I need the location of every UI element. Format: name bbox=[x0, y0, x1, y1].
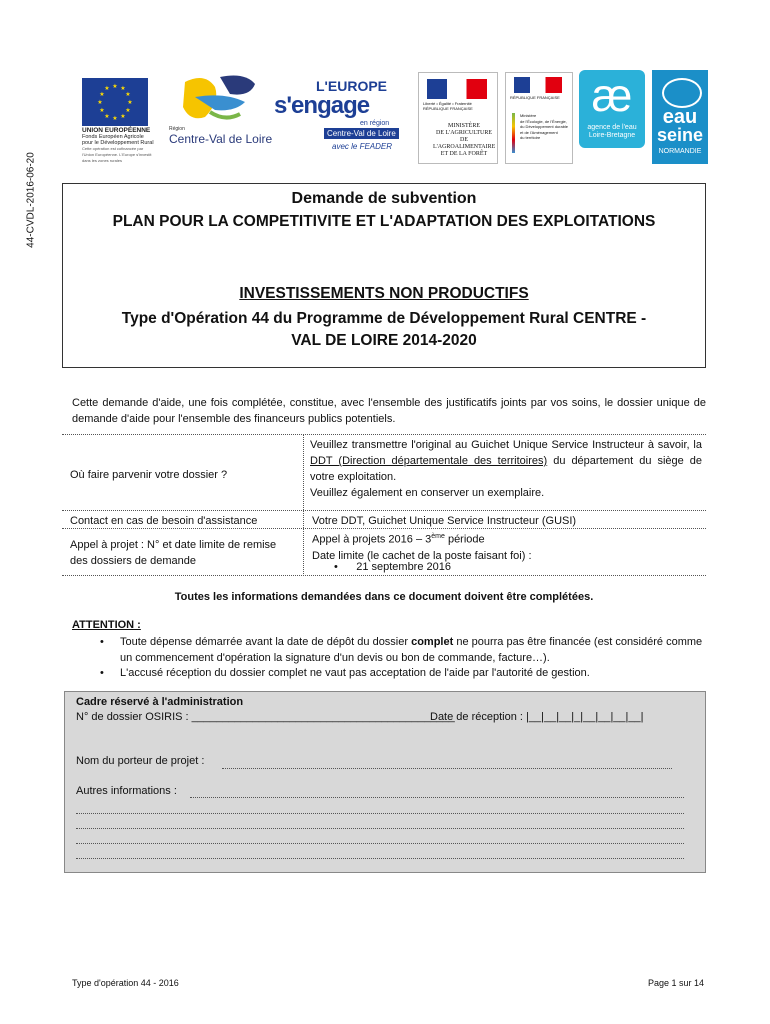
completion-note: Toutes les informations demandées dans ce document doivent être complétées. bbox=[174, 591, 594, 603]
table-value-call: Appel à projets 2016 – 3ème période Date limite (le cachet de la poste faisant foi) : bbox=[312, 533, 532, 562]
deadline-item: • 21 septembre 2016 bbox=[334, 561, 451, 573]
svg-text:★: ★ bbox=[99, 92, 105, 98]
project-holder-label: Nom du porteur de projet : bbox=[76, 755, 205, 767]
table-label-call: Appel à projet : N° et date limite de remise des dossiers de demande bbox=[70, 539, 277, 567]
table-value-destination: Veuillez transmettre l'original au Guichet Unique Service Instructeur à savoir, la DDT (Direction départementale des territoires) du département du siège de votre exploitation. Veuillez également en conserver un exemplaire. bbox=[310, 439, 702, 499]
europe-s-engage-logo: L'EUROPE s'engage en région Centre-Val de Loire avec le FEADER bbox=[272, 74, 402, 159]
svg-text:★: ★ bbox=[120, 86, 126, 92]
other-info-line bbox=[190, 797, 684, 798]
table-row-divider bbox=[62, 510, 706, 511]
eu-flag-logo bbox=[82, 78, 148, 126]
attention-item: • L'accusé réception du dossier complet ne vaut pas acceptation de l'aide par l'autorité de gestion. bbox=[100, 667, 590, 679]
svg-text:★: ★ bbox=[97, 100, 103, 106]
table-value-contact: Votre DDT, Guichet Unique Service Instructeur (GUSI) bbox=[312, 515, 577, 527]
table-label-contact: Contact en cas de besoin d'assistance bbox=[70, 515, 258, 527]
admin-title: Cadre réservé à l'administration bbox=[76, 696, 244, 708]
attention-title: ATTENTION : bbox=[72, 619, 141, 631]
svg-text:★: ★ bbox=[125, 108, 131, 114]
operation-heading: INVESTISSEMENTS NON PRODUCTIFS bbox=[239, 285, 529, 302]
osiris-number-field: N° de dossier OSIRIS : ___________________________________________ bbox=[76, 711, 455, 723]
document-subtitle: PLAN POUR LA COMPETITIVITE ET L'ADAPTATION DES EXPLOITATIONS bbox=[112, 213, 656, 230]
other-info-line bbox=[76, 813, 684, 814]
ministere-ecologie-logo: RÉPUBLIQUE FRANÇAISE Ministère de l'Écologie, de l'Énergie, du Développement durable et de l'Aménagement du territoire bbox=[505, 72, 573, 164]
ministere-agriculture-logo: Liberté • Égalité • Fraternité RÉPUBLIQUE FRANÇAISE MINISTÈRE DE L'AGRICULTURE DE L'AGROALIMENTAIRE ET DE LA FORÊT bbox=[418, 72, 498, 164]
other-info-line bbox=[76, 843, 684, 844]
project-holder-line bbox=[222, 768, 672, 769]
svg-text:★: ★ bbox=[104, 114, 110, 120]
table-label-destination: Où faire parvenir votre dossier ? bbox=[70, 469, 228, 481]
footer-left: Type d'opération 44 - 2016 bbox=[72, 978, 179, 988]
svg-text:★: ★ bbox=[99, 108, 105, 114]
svg-text:★: ★ bbox=[120, 114, 126, 120]
intro-paragraph: Cette demande d'aide, une fois complétée, constitue, avec l'ensemble des justificatifs joints par vos soins, le dossier unique de demande d'aide pour l'ensemble des financeurs publics potentiels. bbox=[72, 397, 706, 425]
ddt-link: DDT (Direction départementale des territoires) bbox=[310, 455, 548, 467]
attention-item: • Toute dépense démarrée avant la date de dépôt du dossier complet ne pourra pas être financée (est considéré comme un commencement d'opération la signature d'un devis ou bon de commande, facture…). bbox=[100, 636, 703, 664]
operation-type: Type d'Opération 44 du Programme de Développement Rural CENTRE - VAL DE LOIRE 2014-2020 bbox=[121, 310, 647, 349]
other-info-line bbox=[76, 828, 684, 829]
region-centre-val-de-loire-logo: Région Centre-Val de Loire bbox=[165, 72, 265, 162]
svg-text:★: ★ bbox=[112, 116, 118, 122]
other-info-label: Autres informations : bbox=[76, 785, 177, 797]
table-divider bbox=[303, 434, 304, 576]
svg-text:★: ★ bbox=[112, 84, 118, 90]
svg-text:★: ★ bbox=[125, 92, 131, 98]
reception-date-field: Date de réception : |__|__|__|_|__|__|__|__| bbox=[430, 711, 644, 723]
document-code: 44-CVDL-2016-06-20 bbox=[25, 152, 37, 248]
other-info-line bbox=[76, 858, 684, 859]
svg-text:★: ★ bbox=[127, 100, 133, 106]
document-title: Demande de subvention bbox=[291, 190, 477, 207]
svg-text:★: ★ bbox=[104, 86, 110, 92]
eu-logo-text: UNION EUROPÉENNE Fonds Européen Agricole pour le Développement Rural Cette opération est cofinancée par l'Union Européenne. L'Europe s'investit dans les zones rurales bbox=[82, 127, 154, 163]
eau-seine-normandie-logo: eau seine NORMANDIE bbox=[652, 70, 708, 164]
agence-eau-loire-bretagne-logo: æ agence de l'eau Loire-Bretagne bbox=[579, 70, 645, 148]
page-number: Page 1 sur 14 bbox=[648, 978, 705, 988]
